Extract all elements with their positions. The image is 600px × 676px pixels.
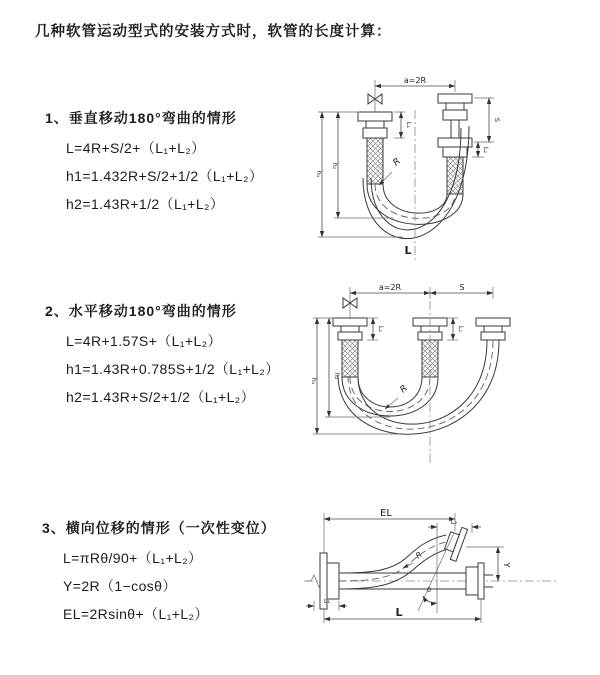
dim-label-s: S [493, 117, 501, 123]
diagram-lateral-displacement [296, 503, 600, 640]
section-2-heading: 2、水平移动180°弯曲的情形 [45, 303, 237, 319]
formula-line: L=πRθ/90+（L₁+L₂） [63, 550, 203, 566]
section-1-heading: 1、垂直移动180°弯曲的情形 [45, 110, 237, 126]
dimension-s [474, 98, 501, 142]
right-hose-fitting-upper [438, 94, 472, 138]
formula-line: L=4R+1.57S+（L₁+L₂） [66, 333, 222, 349]
dimension-l2 [447, 318, 465, 340]
dimension-l2 [428, 518, 481, 533]
dimension-l [324, 599, 481, 623]
formula-line: h2=1.43R+S/2+1/2（L₁+L₂） [66, 389, 256, 405]
dim-label-h2: h₂ [331, 162, 339, 170]
diagram-vertical-180-bend [308, 66, 598, 266]
page-title: 几种软管运动型式的安装方式时，软管的长度计算： [35, 24, 392, 40]
braided-hose-section [342, 340, 358, 377]
dim-label-h2: h₂ [333, 372, 341, 380]
right-hose-fitting [476, 318, 510, 340]
hose-curves [338, 340, 499, 434]
braided-hose-section [447, 157, 463, 194]
dimension-a2r [350, 283, 493, 299]
formula-line: EL=2Rsinθ+（L₁+L₂） [63, 606, 209, 622]
dim-label-l2: L₂ [450, 518, 458, 526]
dimension-s [430, 283, 493, 293]
dimension-el [324, 508, 455, 553]
dim-label-el: EL [380, 508, 392, 519]
dim-label-r: R [398, 383, 410, 396]
diagram-horizontal-180-bend [305, 281, 580, 471]
dim-label-l2: L₂ [457, 325, 465, 333]
radius-callout [385, 384, 410, 409]
left-hose-fitting [333, 318, 367, 377]
section-vertical-180-bend [45, 108, 263, 222]
dim-label-theta: θ [427, 586, 431, 594]
section-horizontal-180-bend [45, 301, 280, 415]
dim-label-y: Y [502, 562, 511, 568]
dim-label-r: R [413, 550, 424, 561]
dim-label-l1: L₁ [405, 121, 413, 129]
dim-label-l2: L₂ [482, 146, 490, 154]
dimension-a2r [375, 76, 455, 92]
valve-icon [343, 297, 357, 318]
section-3-heading: 3、横向位移的情形（一次性变位） [42, 520, 276, 536]
dim-label-a2r: a=2R [378, 283, 402, 292]
dim-label-l: L [395, 606, 403, 619]
dimension-l2 [472, 142, 490, 157]
left-hose-fitting [358, 112, 392, 184]
dim-label-l1: L₁ [323, 597, 331, 605]
braided-hose-section [367, 138, 383, 184]
right-hose-fitting-lower [438, 138, 472, 194]
dim-label-l1: L₁ [377, 325, 385, 333]
dimension-l1 [367, 318, 385, 340]
formula-line: L=4R+S/2+（L₁+L₂） [66, 140, 206, 156]
radius-callout [403, 550, 424, 568]
dim-label-a2r: a=2R [403, 76, 427, 85]
dim-label-r: R [391, 156, 403, 169]
formula-line: h2=1.43R+1/2（L₁+L₂） [66, 196, 225, 212]
valve-icon [368, 90, 382, 112]
dim-label-h1: h₁ [310, 377, 318, 385]
right-flange-fitting-lower [466, 563, 493, 599]
formula-line: h1=1.432R+S/2+1/2（L₁+L₂） [66, 168, 264, 184]
formula-line: Y=2R（1−cosθ） [63, 578, 177, 594]
dim-label-l: L [404, 244, 412, 257]
dim-label-h1: h₁ [315, 170, 323, 178]
formula-line: h1=1.43R+0.785S+1/2（L₁+L₂） [66, 361, 280, 377]
dimension-l1 [394, 112, 413, 138]
dim-label-s: S [459, 283, 465, 292]
section-lateral-displacement [42, 518, 276, 632]
